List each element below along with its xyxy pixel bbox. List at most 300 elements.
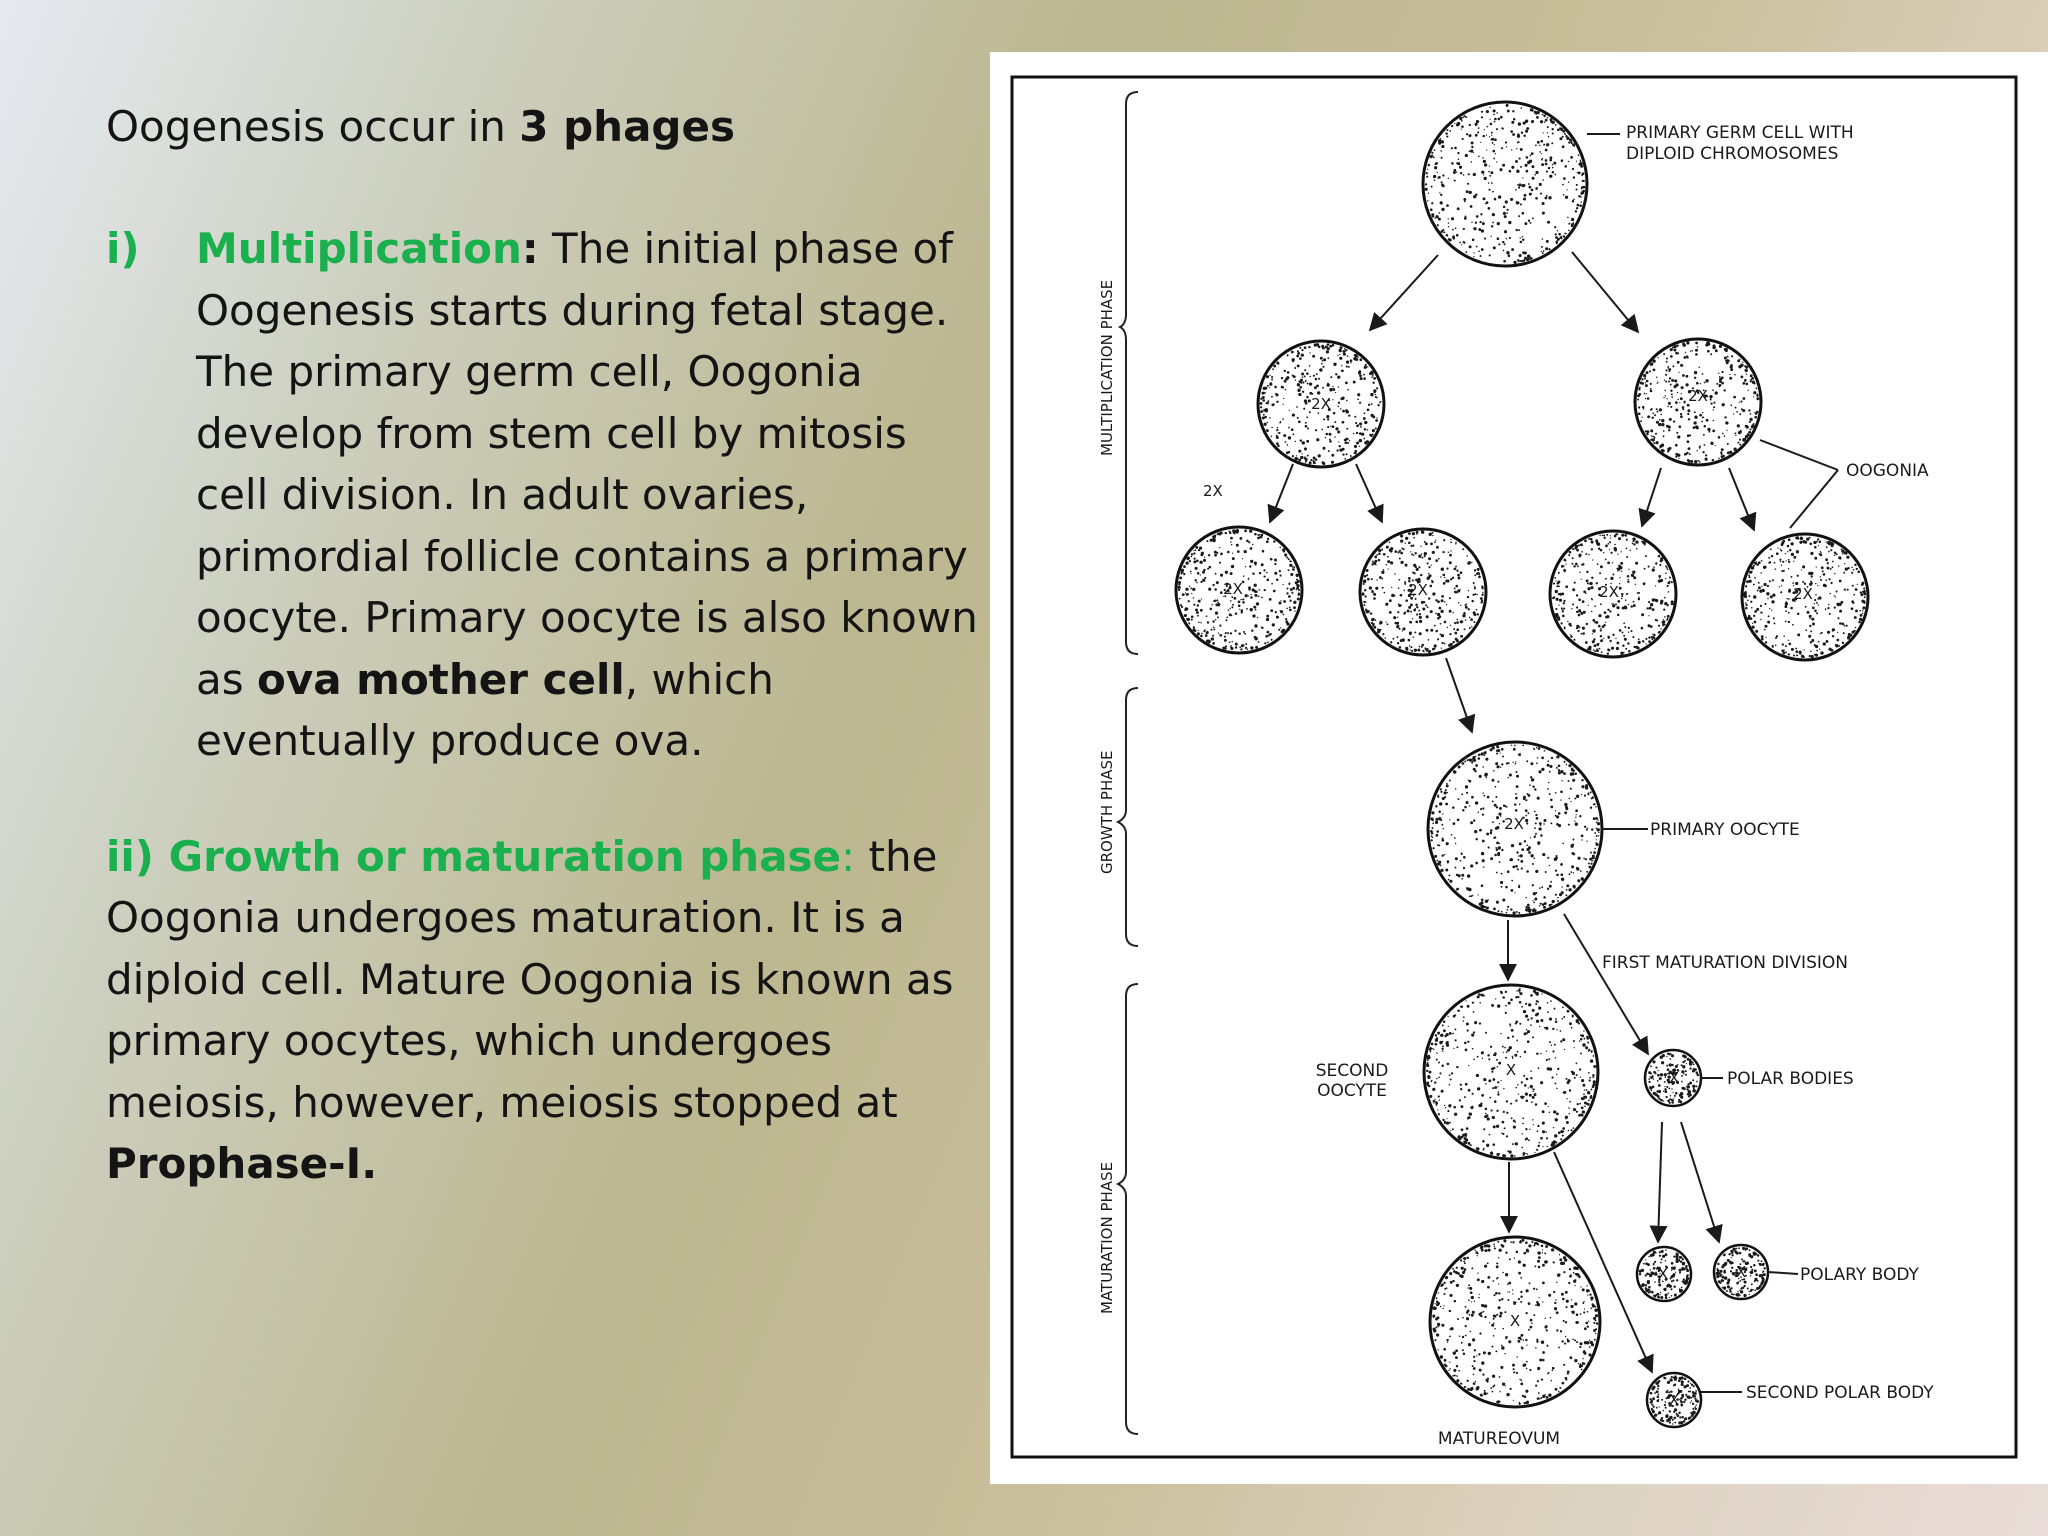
stipple-dot	[1770, 595, 1773, 598]
stipple-dot	[1556, 755, 1559, 758]
stipple-dot	[1645, 643, 1646, 644]
stipple-dot	[1679, 1399, 1680, 1400]
stipple-dot	[1512, 1056, 1514, 1058]
stipple-dot	[1493, 770, 1495, 772]
stipple-dot	[1484, 1304, 1487, 1307]
stipple-dot	[1426, 629, 1429, 632]
stipple-dot	[1573, 1040, 1575, 1042]
stipple-dot	[1839, 622, 1842, 625]
stipple-dot	[1537, 141, 1540, 144]
stipple-dot	[1560, 1130, 1563, 1133]
stipple-dot	[1591, 860, 1593, 862]
stipple-dot	[1652, 608, 1655, 611]
stipple-dot	[1653, 360, 1656, 363]
stipple-dot	[1553, 162, 1556, 165]
stipple-dot	[1465, 1049, 1468, 1052]
stipple-dot	[1635, 540, 1638, 543]
stipple-dot	[1745, 604, 1747, 606]
stipple-dot	[1293, 606, 1296, 609]
stipple-dot	[1474, 587, 1476, 589]
stipple-dot	[1248, 579, 1249, 580]
stipple-dot	[1482, 792, 1483, 793]
stipple-dot	[1814, 546, 1817, 549]
stipple-dot	[1556, 1311, 1559, 1314]
stipple-dot	[1445, 1276, 1448, 1279]
stipple-dot	[1653, 1071, 1656, 1074]
stipple-dot	[1376, 554, 1378, 556]
stipple-dot	[1359, 422, 1362, 425]
stipple-dot	[1516, 170, 1519, 173]
stipple-dot	[1476, 1074, 1479, 1077]
stipple-dot	[1346, 410, 1349, 413]
stipple-dot	[1458, 577, 1461, 580]
stipple-dot	[1652, 436, 1653, 437]
stipple-dot	[1669, 1410, 1671, 1412]
stipple-dot	[1659, 1251, 1661, 1253]
stipple-dot	[1504, 1240, 1506, 1242]
stipple-dot	[1600, 639, 1603, 642]
stipple-dot	[1716, 1275, 1719, 1278]
stipple-dot	[1864, 596, 1866, 598]
stipple-dot	[1835, 596, 1836, 597]
stipple-dot	[1700, 383, 1701, 384]
stipple-dot	[1574, 821, 1575, 822]
stipple-dot	[1830, 549, 1832, 551]
stipple-dot	[1397, 551, 1399, 553]
stipple-dot	[1271, 427, 1273, 429]
stipple-dot	[1542, 252, 1544, 254]
stipple-dot	[1681, 1081, 1683, 1083]
stipple-dot	[1288, 569, 1290, 571]
stipple-dot	[1677, 392, 1679, 394]
stipple-dot	[1474, 575, 1476, 577]
stipple-dot	[1413, 555, 1415, 557]
stipple-dot	[1487, 1145, 1489, 1147]
stipple-dot	[1552, 1367, 1555, 1370]
stipple-dot	[1811, 639, 1814, 642]
stipple-dot	[1572, 773, 1575, 776]
stipple-dot	[1521, 1239, 1524, 1242]
stipple-dot	[1572, 839, 1574, 841]
stipple-dot	[1555, 894, 1557, 896]
stipple-dot	[1405, 537, 1408, 540]
stipple-dot	[1818, 598, 1820, 600]
stipple-dot	[1591, 577, 1593, 579]
stipple-dot	[1610, 535, 1611, 536]
stipple-dot	[1762, 1263, 1764, 1265]
stipple-dot	[1757, 1280, 1759, 1282]
stipple-dot	[1309, 382, 1312, 385]
stipple-dot	[1535, 144, 1537, 146]
stipple-dot	[1593, 1080, 1596, 1083]
stipple-dot	[1671, 1054, 1674, 1057]
stipple-dot	[1497, 1004, 1500, 1007]
stipple-dot	[1292, 587, 1295, 590]
stipple-dot	[1208, 588, 1211, 591]
item-growth	[106, 826, 986, 1195]
stipple-dot	[1481, 1361, 1484, 1364]
stipple-dot	[1657, 383, 1658, 384]
stipple-dot	[1809, 625, 1811, 627]
stipple-dot	[1860, 591, 1862, 593]
stipple-dot	[1694, 1406, 1696, 1408]
stipple-dot	[1460, 605, 1461, 606]
stipple-dot	[1557, 900, 1559, 902]
stipple-dot	[1585, 641, 1588, 644]
stipple-dot	[1555, 869, 1557, 871]
stipple-dot	[1463, 612, 1466, 615]
stipple-dot	[1836, 639, 1839, 642]
stipple-dot	[1481, 594, 1483, 596]
stipple-dot	[1465, 785, 1468, 788]
stipple-dot	[1456, 1365, 1458, 1367]
stipple-dot	[1413, 609, 1416, 612]
stipple-dot	[1250, 560, 1253, 563]
stipple-dot	[1261, 535, 1263, 537]
stipple-dot	[1475, 134, 1478, 137]
stipple-dot	[1535, 1304, 1537, 1306]
stipple-dot	[1542, 179, 1544, 181]
stipple-dot	[1292, 414, 1295, 417]
stipple-dot	[1346, 453, 1348, 455]
stipple-dot	[1448, 879, 1450, 881]
stipple-dot	[1572, 557, 1574, 559]
stipple-dot	[1810, 575, 1812, 577]
stipple-dot	[1755, 387, 1757, 389]
stipple-dot	[1661, 423, 1664, 426]
stipple-dot	[1273, 590, 1275, 592]
stipple-dot	[1625, 648, 1627, 650]
stipple-dot	[1626, 539, 1628, 541]
stipple-dot	[1729, 377, 1732, 380]
stipple-dot	[1438, 810, 1441, 813]
stipple-dot	[1630, 550, 1632, 552]
stipple-dot	[1537, 1125, 1539, 1127]
stipple-dot	[1273, 403, 1275, 405]
stipple-dot	[1718, 457, 1719, 458]
stipple-dot	[1530, 776, 1532, 778]
stipple-dot	[1761, 635, 1764, 638]
stipple-dot	[1254, 533, 1257, 536]
stipple-dot	[1533, 908, 1535, 910]
stipple-dot	[1575, 817, 1576, 818]
stipple-dot	[1572, 168, 1574, 170]
stipple-dot	[1782, 651, 1785, 654]
stipple-dot	[1649, 1291, 1651, 1293]
stipple-dot	[1519, 254, 1522, 257]
stipple-dot	[1191, 619, 1193, 621]
stipple-dot	[1659, 631, 1661, 633]
stipple-dot	[1476, 120, 1479, 123]
stipple-dot	[1472, 1338, 1475, 1341]
stipple-dot	[1619, 587, 1622, 590]
stipple-dot	[1574, 1047, 1575, 1048]
stipple-dot	[1681, 1075, 1683, 1077]
stipple-dot	[1659, 408, 1662, 411]
stipple-dot	[1437, 613, 1440, 616]
stipple-dot	[1469, 627, 1471, 629]
stipple-dot	[1583, 1093, 1585, 1095]
stipple-dot	[1625, 534, 1628, 537]
stipple-dot	[1480, 601, 1482, 603]
stipple-dot	[1694, 1397, 1696, 1399]
stipple-dot	[1262, 550, 1265, 553]
stipple-dot	[1693, 1064, 1695, 1066]
stipple-dot	[1267, 377, 1268, 378]
stipple-dot	[1267, 400, 1269, 402]
stipple-dot	[1471, 600, 1473, 602]
stipple-dot	[1551, 1142, 1553, 1144]
stipple-dot	[1582, 1043, 1585, 1046]
stipple-dot	[1478, 812, 1480, 814]
stipple-dot	[1305, 422, 1307, 424]
stipple-dot	[1449, 633, 1451, 635]
stipple-dot	[1465, 606, 1468, 609]
stipple-dot	[1478, 570, 1479, 571]
stipple-dot	[1389, 599, 1392, 602]
stipple-dot	[1834, 552, 1837, 555]
stipple-dot	[1496, 848, 1499, 851]
stipple-dot	[1486, 135, 1487, 136]
stipple-dot	[1563, 1256, 1566, 1259]
stipple-dot	[1273, 365, 1276, 368]
stipple-dot	[1496, 806, 1498, 808]
stipple-dot	[1788, 561, 1790, 563]
stipple-dot	[1540, 1019, 1543, 1022]
stipple-dot	[1212, 642, 1215, 645]
stipple-dot	[1434, 855, 1437, 858]
stipple-dot	[1692, 1079, 1694, 1081]
stipple-dot	[1766, 592, 1769, 595]
stipple-dot	[1812, 623, 1815, 626]
stipple-dot	[1660, 1262, 1662, 1264]
stipple-dot	[1552, 900, 1555, 903]
stipple-dot	[1755, 578, 1756, 579]
stipple-dot	[1545, 1027, 1548, 1030]
stipple-dot	[1555, 810, 1556, 811]
stipple-dot	[1558, 572, 1560, 574]
stipple-dot	[1556, 1088, 1558, 1090]
stipple-dot	[1421, 530, 1424, 533]
stipple-dot	[1287, 371, 1290, 374]
stipple-dot	[1356, 425, 1359, 428]
stipple-dot	[1535, 171, 1538, 174]
stipple-dot	[1492, 1087, 1494, 1089]
stipple-dot	[1548, 1372, 1550, 1374]
stipple-dot	[1829, 613, 1831, 615]
stipple-dot	[1620, 562, 1623, 565]
stipple-dot	[1502, 898, 1505, 901]
stipple-dot	[1273, 540, 1275, 542]
stipple-dot	[1434, 1340, 1436, 1342]
stipple-dot	[1627, 575, 1630, 578]
stipple-dot	[1447, 860, 1450, 863]
stipple-dot	[1528, 1329, 1530, 1331]
stipple-dot	[1605, 558, 1607, 560]
stipple-dot	[1539, 183, 1542, 186]
stipple-dot	[1528, 1244, 1531, 1247]
stipple-dot	[1663, 1288, 1666, 1291]
stipple-dot	[1717, 1263, 1719, 1265]
stipple-dot	[1590, 807, 1592, 809]
stipple-dot	[1364, 589, 1366, 591]
stipple-dot	[1543, 823, 1545, 825]
stipple-dot	[1335, 392, 1336, 393]
stipple-dot	[1517, 1084, 1518, 1085]
stipple-dot	[1537, 1251, 1540, 1254]
stipple-dot	[1805, 606, 1807, 608]
stipple-dot	[1206, 631, 1209, 634]
stipple-dot	[1725, 421, 1728, 424]
stipple-dot	[1483, 1148, 1485, 1150]
stipple-dot	[1474, 1250, 1475, 1251]
stipple-dot	[1465, 1306, 1467, 1308]
stipple-dot	[1580, 870, 1582, 872]
stipple-dot	[1507, 1299, 1509, 1301]
stipple-dot	[1434, 166, 1437, 169]
stipple-dot	[1679, 402, 1680, 403]
stipple-dot	[1334, 436, 1336, 438]
stipple-dot	[1629, 651, 1631, 653]
stipple-dot	[1446, 1033, 1449, 1036]
stipple-dot	[1764, 1268, 1765, 1269]
stipple-dot	[1550, 881, 1552, 883]
stipple-dot	[1536, 1149, 1538, 1151]
stipple-dot	[1373, 597, 1376, 600]
stipple-dot	[1242, 558, 1243, 559]
stipple-dot	[1229, 608, 1230, 609]
stipple-dot	[1567, 217, 1569, 219]
stipple-dot	[1663, 1100, 1664, 1101]
stipple-dot	[1580, 1342, 1583, 1345]
stipple-dot	[1501, 147, 1503, 149]
stipple-dot	[1435, 834, 1438, 837]
stipple-dot	[1568, 230, 1570, 232]
stipple-dot	[1512, 1057, 1514, 1059]
stipple-dot	[1754, 383, 1756, 385]
stipple-dot	[1511, 166, 1514, 169]
stipple-dot	[1549, 771, 1551, 773]
stipple-dot	[1297, 350, 1299, 352]
stipple-dot	[1693, 421, 1696, 424]
stipple-dot	[1649, 1274, 1652, 1277]
stipple-dot	[1342, 453, 1344, 455]
stipple-dot	[1497, 1277, 1499, 1279]
stipple-dot	[1428, 597, 1430, 599]
stipple-dot	[1592, 1083, 1595, 1086]
stipple-dot	[1581, 779, 1583, 781]
stipple-dot	[1424, 552, 1427, 555]
stipple-dot	[1438, 1095, 1440, 1097]
stipple-dot	[1581, 551, 1583, 553]
stipple-dot	[1397, 642, 1399, 644]
stipple-dot	[1306, 372, 1309, 375]
stipple-dot	[1585, 1322, 1588, 1325]
stipple-dot	[1431, 1081, 1433, 1083]
stipple-dot	[1559, 599, 1562, 602]
stipple-dot	[1458, 158, 1460, 160]
stipple-dot	[1555, 580, 1556, 581]
stipple-dot	[1680, 413, 1682, 415]
stipple-dot	[1710, 395, 1712, 397]
stipple-dot	[1553, 582, 1555, 584]
stipple-dot	[1514, 745, 1516, 747]
stipple-dot	[1480, 1102, 1482, 1104]
stipple-dot	[1541, 246, 1543, 248]
stipple-dot	[1567, 1010, 1570, 1013]
stipple-dot	[1745, 1247, 1748, 1250]
stipple-dot	[1757, 1260, 1759, 1262]
stipple-dot	[1269, 417, 1271, 419]
stipple-dot	[1853, 569, 1855, 571]
stipple-dot	[1444, 577, 1445, 578]
stipple-dot	[1581, 191, 1584, 194]
stipple-dot	[1464, 242, 1466, 244]
stipple-dot	[1665, 395, 1666, 396]
stipple-dot	[1290, 588, 1293, 591]
stipple-dot	[1613, 603, 1615, 605]
stipple-dot	[1289, 564, 1292, 567]
stipple-dot	[1748, 1263, 1749, 1264]
stipple-dot	[1736, 411, 1738, 413]
stipple-dot	[1767, 585, 1769, 587]
stipple-dot	[1198, 549, 1200, 551]
stipple-dot	[1830, 593, 1831, 594]
stipple-dot	[1454, 123, 1455, 124]
stipple-dot	[1476, 609, 1478, 611]
stipple-dot	[1758, 582, 1760, 584]
stipple-dot	[1833, 595, 1834, 596]
stipple-dot	[1462, 809, 1464, 811]
stipple-dot	[1563, 1320, 1565, 1322]
stipple-dot	[1367, 408, 1370, 411]
stipple-dot	[1582, 1084, 1585, 1087]
stipple-dot	[1540, 772, 1541, 773]
stipple-dot	[1599, 572, 1601, 574]
stipple-dot	[1575, 1273, 1577, 1275]
stipple-dot	[1484, 177, 1487, 180]
stipple-dot	[1457, 574, 1460, 577]
stipple-dot	[1367, 610, 1370, 613]
stipple-dot	[1480, 1394, 1482, 1396]
stipple-dot	[1501, 873, 1503, 875]
stipple-dot	[1579, 815, 1581, 817]
stipple-dot	[1477, 1087, 1480, 1090]
stipple-dot	[1758, 586, 1761, 589]
stipple-dot	[1465, 1387, 1466, 1388]
stipple-dot	[1576, 868, 1579, 871]
stipple-dot	[1683, 1401, 1685, 1403]
stipple-dot	[1250, 608, 1253, 611]
stipple-dot	[1502, 241, 1504, 243]
stipple-dot	[1468, 1299, 1470, 1301]
stipple-dot	[1581, 1369, 1583, 1371]
stipple-dot	[1731, 1257, 1732, 1258]
stipple-dot	[1646, 607, 1648, 609]
stipple-dot	[1453, 235, 1454, 236]
stipple-dot	[1481, 852, 1484, 855]
stipple-dot	[1692, 1403, 1694, 1405]
stipple-dot	[1483, 1128, 1485, 1130]
stipple-dot	[1514, 1258, 1515, 1259]
stipple-dot	[1832, 635, 1834, 637]
stipple-dot	[1528, 1139, 1530, 1141]
stipple-dot	[1526, 1401, 1529, 1404]
stipple-dot	[1431, 152, 1433, 154]
stipple-dot	[1654, 414, 1656, 416]
stipple-dot	[1528, 1302, 1531, 1305]
stipple-dot	[1267, 422, 1269, 424]
